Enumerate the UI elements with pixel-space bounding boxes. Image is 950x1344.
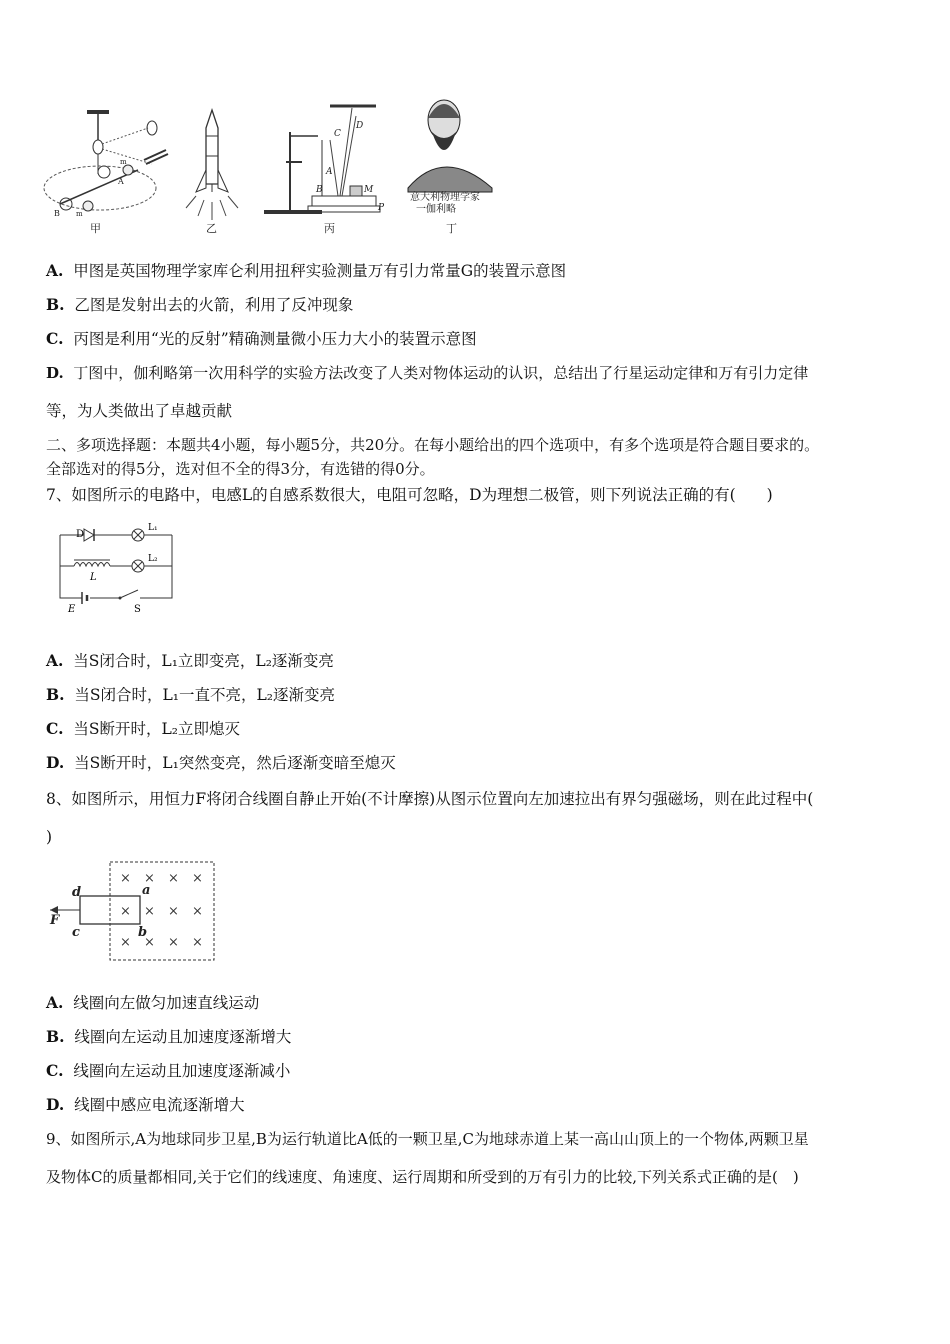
q8-option-d (46, 1094, 245, 1116)
q7-option-a (46, 650, 334, 672)
bing-letter-c: C (334, 129, 341, 139)
q7-option-b (46, 684, 335, 706)
field-cross: × (120, 935, 131, 950)
coil-label-c: c (72, 925, 80, 940)
q6-option-d-continued: 等，为人类做出了卓越贡献 (46, 402, 233, 420)
option-letter: A. (46, 261, 64, 280)
figure-label-yi: 乙 (206, 222, 217, 235)
q8-stem-line2: ) (46, 828, 53, 846)
bing-letter-m: M (364, 185, 374, 195)
option-text: 当S闭合时，L₁立即变亮，L₂逐渐变亮 (73, 652, 334, 670)
option-letter: B. (46, 685, 65, 704)
option-text: 当S断开时，L₁突然变亮，然后逐渐变暗至熄灭 (74, 754, 396, 772)
jia-letter-b: B (54, 209, 60, 218)
field-cross: × (120, 871, 131, 886)
bing-letter-p: P (378, 203, 385, 213)
figure-label-bing: 丙 (324, 222, 335, 235)
figure-strip-top (40, 92, 510, 242)
circuit-label-l: L (90, 572, 97, 583)
field-cross: × (192, 871, 203, 886)
q8-magnetic-field-diagram (44, 858, 224, 964)
field-cross: × (168, 871, 179, 886)
figure-jia (44, 110, 168, 235)
q8-stem-line1: 8、如图所示，用恒力F将闭合线圈自静止开始(不计摩擦)从图示位置向左加速拉出有界匀强磁场，则在此过程中( (46, 790, 814, 808)
circuit-label-l1: L₁ (148, 523, 158, 533)
figure-yi (186, 110, 238, 235)
field-cross: × (192, 935, 203, 950)
section2-header-line2: 全部选对的得5分，选对但不全的得3分，有选错的得0分。 (46, 460, 435, 478)
field-cross: × (144, 904, 155, 919)
option-letter: B. (46, 295, 65, 314)
q6-option-c (46, 328, 477, 350)
q8-option-c (46, 1060, 290, 1082)
option-text: 当S断开时，L₂立即熄灭 (73, 720, 240, 738)
bing-letter-b: B (316, 185, 323, 195)
figure-label-ding: 丁 (446, 222, 457, 235)
q9-stem-line2: 及物体C的质量都相同,关于它们的线速度、角速度、运行周期和所受到的万有引力的比较,下列关系式正确的是( ) (46, 1168, 799, 1186)
field-cross: × (192, 904, 203, 919)
field-cross: × (144, 935, 155, 950)
option-letter: D. (46, 753, 65, 772)
option-text: 线圈向左运动且加速度逐渐增大 (74, 1028, 292, 1046)
q6-option-d (46, 362, 808, 384)
option-letter: C. (46, 329, 64, 348)
field-cross: × (168, 904, 179, 919)
q8-option-a (46, 992, 259, 1014)
bing-letter-d: D (356, 121, 364, 131)
q9-stem-line1: 9、如图所示,A为地球同步卫星,B为运行轨道比A低的一颗卫星,C为地球赤道上某一高山山顶上的一个物体,两颗卫星 (46, 1130, 809, 1148)
option-letter: D. (46, 364, 64, 382)
circuit-label-s: S (134, 604, 141, 615)
coil-label-b: b (138, 925, 148, 940)
circuit-label-e: E (68, 604, 76, 615)
jia-letter-m2: m (76, 210, 83, 218)
option-letter: C. (46, 719, 64, 738)
option-letter: B. (46, 1027, 65, 1046)
option-text: 线圈向左运动且加速度逐渐减小 (73, 1062, 291, 1080)
option-text: 丁图中，伽利略第一次用科学的实验方法改变了人类对物体运动的认识，总结出了行星运动定律和万有引力定律 (73, 364, 809, 382)
section2-header-line1: 二、多项选择题：本题共4小题，每小题5分，共20分。在每小题给出的四个选项中，有多个选项是符合题目要求的。 (46, 436, 820, 454)
option-text: 丙图是利用“光的反射”精确测量微小压力大小的装置示意图 (73, 330, 477, 348)
coil-label-a: a (142, 883, 151, 898)
coil-label-d: d (72, 885, 82, 900)
option-text: 线圈中感应电流逐渐增大 (74, 1096, 245, 1114)
option-letter: A. (46, 993, 64, 1012)
field-cross: × (144, 871, 155, 886)
jia-letter-a: A (118, 177, 124, 186)
option-letter: C. (46, 1061, 64, 1080)
circuit-label-d: D (76, 529, 85, 540)
option-text: 线圈向左做匀加速直线运动 (73, 994, 260, 1012)
portrait-caption-line2: 一伽利略 (416, 204, 456, 215)
portrait-caption-line1: 意大利物理学家 (410, 192, 480, 203)
q6-option-b (46, 294, 353, 316)
q7-stem: 7、如图所示的电路中，电感L的自感系数很大，电阻可忽略，D为理想二极管，则下列说法正确的有( ) (46, 486, 773, 504)
q8-option-b (46, 1026, 291, 1048)
jia-letter-m1: m (120, 158, 127, 166)
q7-circuit-diagram (54, 518, 184, 618)
q7-option-d (46, 752, 396, 774)
figure-bing (264, 106, 385, 235)
q7-option-c (46, 718, 240, 740)
bing-letter-a: A (326, 167, 333, 177)
option-letter: A. (46, 651, 64, 670)
option-text: 乙图是发射出去的火箭，利用了反冲现象 (74, 296, 354, 314)
circuit-label-l2: L₂ (148, 554, 158, 564)
figure-ding-portrait (404, 94, 500, 235)
field-cross: × (120, 904, 131, 919)
field-cross: × (168, 935, 179, 950)
force-label-f: F (50, 913, 60, 928)
option-letter: D. (46, 1095, 65, 1114)
figure-label-jia: 甲 (90, 222, 101, 235)
option-text: 当S闭合时，L₁一直不亮，L₂逐渐变亮 (74, 686, 335, 704)
option-text: 甲图是英国物理学家库仑利用扭秤实验测量万有引力常量G的装置示意图 (73, 262, 567, 280)
q6-option-a (46, 260, 566, 282)
